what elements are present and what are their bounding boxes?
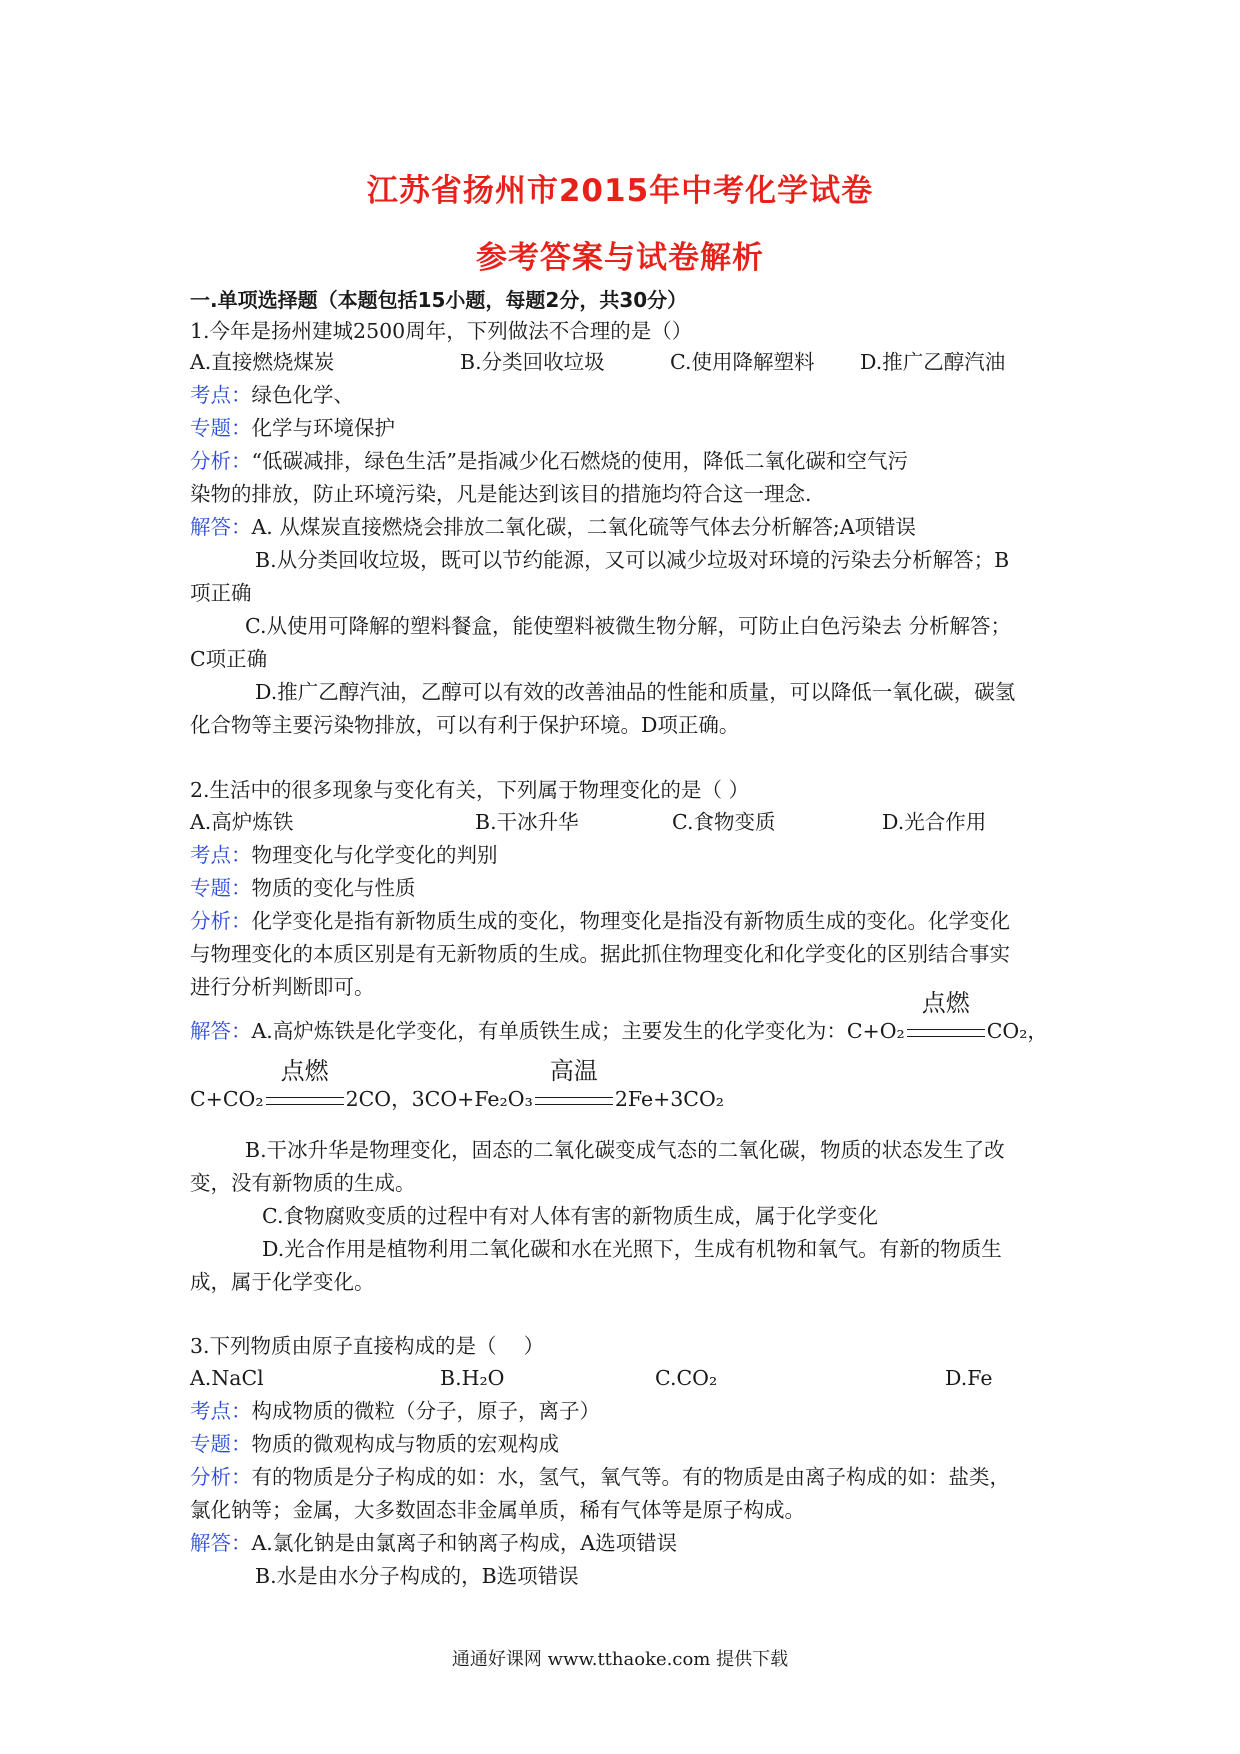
kaodian-label: 考点： bbox=[190, 1399, 252, 1423]
q1-fenxi bbox=[190, 451, 908, 472]
q2-jieda-a: A.高炉炼铁是化学变化，有单质铁生成；主要发生的化学变化为： bbox=[251, 1019, 847, 1043]
q3-fenxi-line-1: 有的物质是分子构成的如：水，氢气，氧气等。有的物质是由离子构成的如：盐类， bbox=[251, 1465, 1010, 1489]
equals-sign bbox=[535, 1097, 613, 1105]
equals-sign bbox=[266, 1097, 344, 1105]
equation-2-condition: 点燃 bbox=[280, 1057, 329, 1085]
equation-1-left: C+O₂ bbox=[846, 1019, 905, 1043]
equation-2-arrow bbox=[264, 1057, 346, 1110]
equation-3-condition: 高温 bbox=[549, 1057, 598, 1085]
equation-3-arrow bbox=[533, 1057, 615, 1110]
equation-1-condition: 点燃 bbox=[921, 989, 970, 1017]
fenxi-label: 分析： bbox=[190, 909, 252, 933]
q1-jieda-a: A. 从煤炭直接燃烧会排放二氧化碳，二氧化硫等气体去分析解答;A项错误 bbox=[251, 515, 917, 539]
q3-fenxi bbox=[190, 1467, 1010, 1488]
q1-stem: 1.今年是扬州建城2500周年，下列做法不合理的是（） bbox=[190, 319, 693, 343]
equation-2-left: C+CO₂ bbox=[190, 1087, 264, 1111]
q3-option-c: C.CO₂ bbox=[655, 1366, 718, 1390]
q3-option-b: B.H₂O bbox=[440, 1366, 505, 1390]
kaodian-label: 考点： bbox=[190, 383, 252, 407]
q3-jieda-b: B.水是由水分子构成的，B选项错误 bbox=[255, 1564, 579, 1588]
q3-zhuanti bbox=[190, 1434, 559, 1455]
q3-option-d: D.Fe bbox=[945, 1366, 993, 1390]
zhuanti-label: 专题： bbox=[190, 1432, 252, 1456]
q1-option-c: C.使用降解塑料 bbox=[670, 350, 815, 374]
q2-zhuanti bbox=[190, 878, 416, 899]
kaodian-label: 考点： bbox=[190, 843, 252, 867]
equation-2-right: 2CO，3CO+Fe₂O₃ bbox=[345, 1087, 533, 1111]
q2-fenxi-line-1: 化学变化是指有新物质生成的变化，物理变化是指没有新物质生成的变化。化学变化 bbox=[251, 909, 1010, 933]
q1-zhuanti bbox=[190, 418, 395, 439]
q1-fenxi-line-2: 染物的排放，防止环境污染，凡是能达到该目的措施均符合这一理念. bbox=[190, 482, 812, 506]
q1-zhuanti-text: 化学与环境保护 bbox=[251, 416, 395, 440]
zhuanti-label: 专题： bbox=[190, 876, 252, 900]
q1-jieda-d-line-1: D.推广乙醇汽油，乙醇可以有效的改善油品的性能和质量，可以降低一氧化碳，碳氢 bbox=[255, 680, 1016, 704]
q2-equations-line bbox=[190, 1057, 725, 1111]
q1-kaodian bbox=[190, 385, 354, 406]
q3-jieda-a: A.氯化钠是由氯离子和钠离子构成，A选项错误 bbox=[251, 1531, 678, 1555]
q2-option-b: B.干冰升华 bbox=[475, 810, 579, 834]
q1-jieda-c-line-1: C.从使用可降解的塑料餐盒，能使塑料被微生物分解，可防止白色污染去 分析解答； bbox=[245, 614, 1011, 638]
q2-option-c: C.食物变质 bbox=[672, 810, 776, 834]
q2-fenxi-line-2: 与物理变化的本质区别是有无新物质的生成。据此抓住物理变化和化学变化的区别结合事实 bbox=[190, 942, 1010, 966]
q3-zhuanti-text: 物质的微观构成与物质的宏观构成 bbox=[251, 1432, 559, 1456]
q2-jieda-b-line-2: 变，没有新物质的生成。 bbox=[190, 1171, 416, 1195]
q3-jieda bbox=[190, 1533, 677, 1554]
fenxi-label: 分析： bbox=[190, 449, 252, 473]
jieda-label: 解答： bbox=[190, 1531, 252, 1555]
q3-stem: 3.下列物质由原子直接构成的是（ ） bbox=[190, 1334, 545, 1358]
page-footer: 通通好课网 www.tthaoke.com 提供下载 bbox=[451, 1649, 789, 1670]
page-subtitle: 参考答案与试卷解析 bbox=[476, 240, 764, 276]
q1-option-d: D.推广乙醇汽油 bbox=[860, 350, 1006, 374]
zhuanti-label: 专题： bbox=[190, 416, 252, 440]
equation-3-right: 2Fe+3CO₂ bbox=[614, 1087, 725, 1111]
q2-option-a: A.高炉炼铁 bbox=[190, 810, 294, 834]
q2-kaodian-text: 物理变化与化学变化的判别 bbox=[251, 843, 498, 867]
q2-zhuanti-text: 物质的变化与性质 bbox=[251, 876, 416, 900]
q2-fenxi-line-3: 进行分析判断即可。 bbox=[190, 975, 375, 999]
q2-option-d: D.光合作用 bbox=[882, 810, 987, 834]
q1-jieda-c-line-2: C项正确 bbox=[190, 647, 268, 671]
q1-fenxi-line-1: “低碳减排，绿色生活”是指减少化石燃烧的使用，降低二氧化碳和空气污 bbox=[251, 449, 908, 473]
q2-jieda bbox=[190, 989, 1048, 1043]
q1-jieda-b-line-1: B.从分类回收垃圾，既可以节约能源，又可以减少垃圾对环境的污染去分析解答；B bbox=[255, 548, 1010, 572]
q1-jieda bbox=[190, 517, 916, 538]
page-title: 江苏省扬州市2015年中考化学试卷 bbox=[366, 173, 874, 209]
q2-stem: 2.生活中的很多现象与变化有关，下列属于物理变化的是（ ） bbox=[190, 778, 750, 802]
q1-jieda-d-line-2: 化合物等主要污染物排放，可以有利于保护环境。D项正确。 bbox=[190, 713, 740, 737]
q1-option-a: A.直接燃烧煤炭 bbox=[190, 350, 335, 374]
q3-option-a: A.NaCl bbox=[190, 1366, 264, 1390]
q3-kaodian bbox=[190, 1401, 600, 1422]
q3-kaodian-text: 构成物质的微粒（分子，原子，离子） bbox=[251, 1399, 600, 1423]
equation-1-arrow bbox=[905, 989, 987, 1042]
jieda-label: 解答： bbox=[190, 1019, 252, 1043]
jieda-label: 解答： bbox=[190, 515, 252, 539]
q1-kaodian-text: 绿色化学、 bbox=[251, 383, 354, 407]
q2-jieda-d-line-2: 成，属于化学变化。 bbox=[190, 1270, 375, 1294]
q2-jieda-b-line-1: B.干冰升华是物理变化，固态的二氧化碳变成气态的二氧化碳，物质的状态发生了改 bbox=[245, 1138, 1005, 1162]
q1-option-b: B.分类回收垃圾 bbox=[460, 350, 605, 374]
section-heading: 一.单项选择题（本题包括15小题，每题2分，共30分） bbox=[190, 288, 688, 312]
q2-kaodian bbox=[190, 845, 498, 866]
equation-1-right: CO₂， bbox=[986, 1019, 1048, 1043]
q2-fenxi bbox=[190, 911, 1010, 932]
q2-jieda-c: C.食物腐败变质的过程中有对人体有害的新物质生成，属于化学变化 bbox=[262, 1204, 878, 1228]
q1-jieda-b-line-2: 项正确 bbox=[190, 581, 252, 605]
equals-sign bbox=[907, 1029, 985, 1037]
fenxi-label: 分析： bbox=[190, 1465, 252, 1489]
q3-fenxi-line-2: 氯化钠等；金属，大多数固态非金属单质，稀有气体等是原子构成。 bbox=[190, 1498, 805, 1522]
q2-jieda-d-line-1: D.光合作用是植物利用二氧化碳和水在光照下，生成有机物和氧气。有新的物质生 bbox=[262, 1237, 1002, 1261]
